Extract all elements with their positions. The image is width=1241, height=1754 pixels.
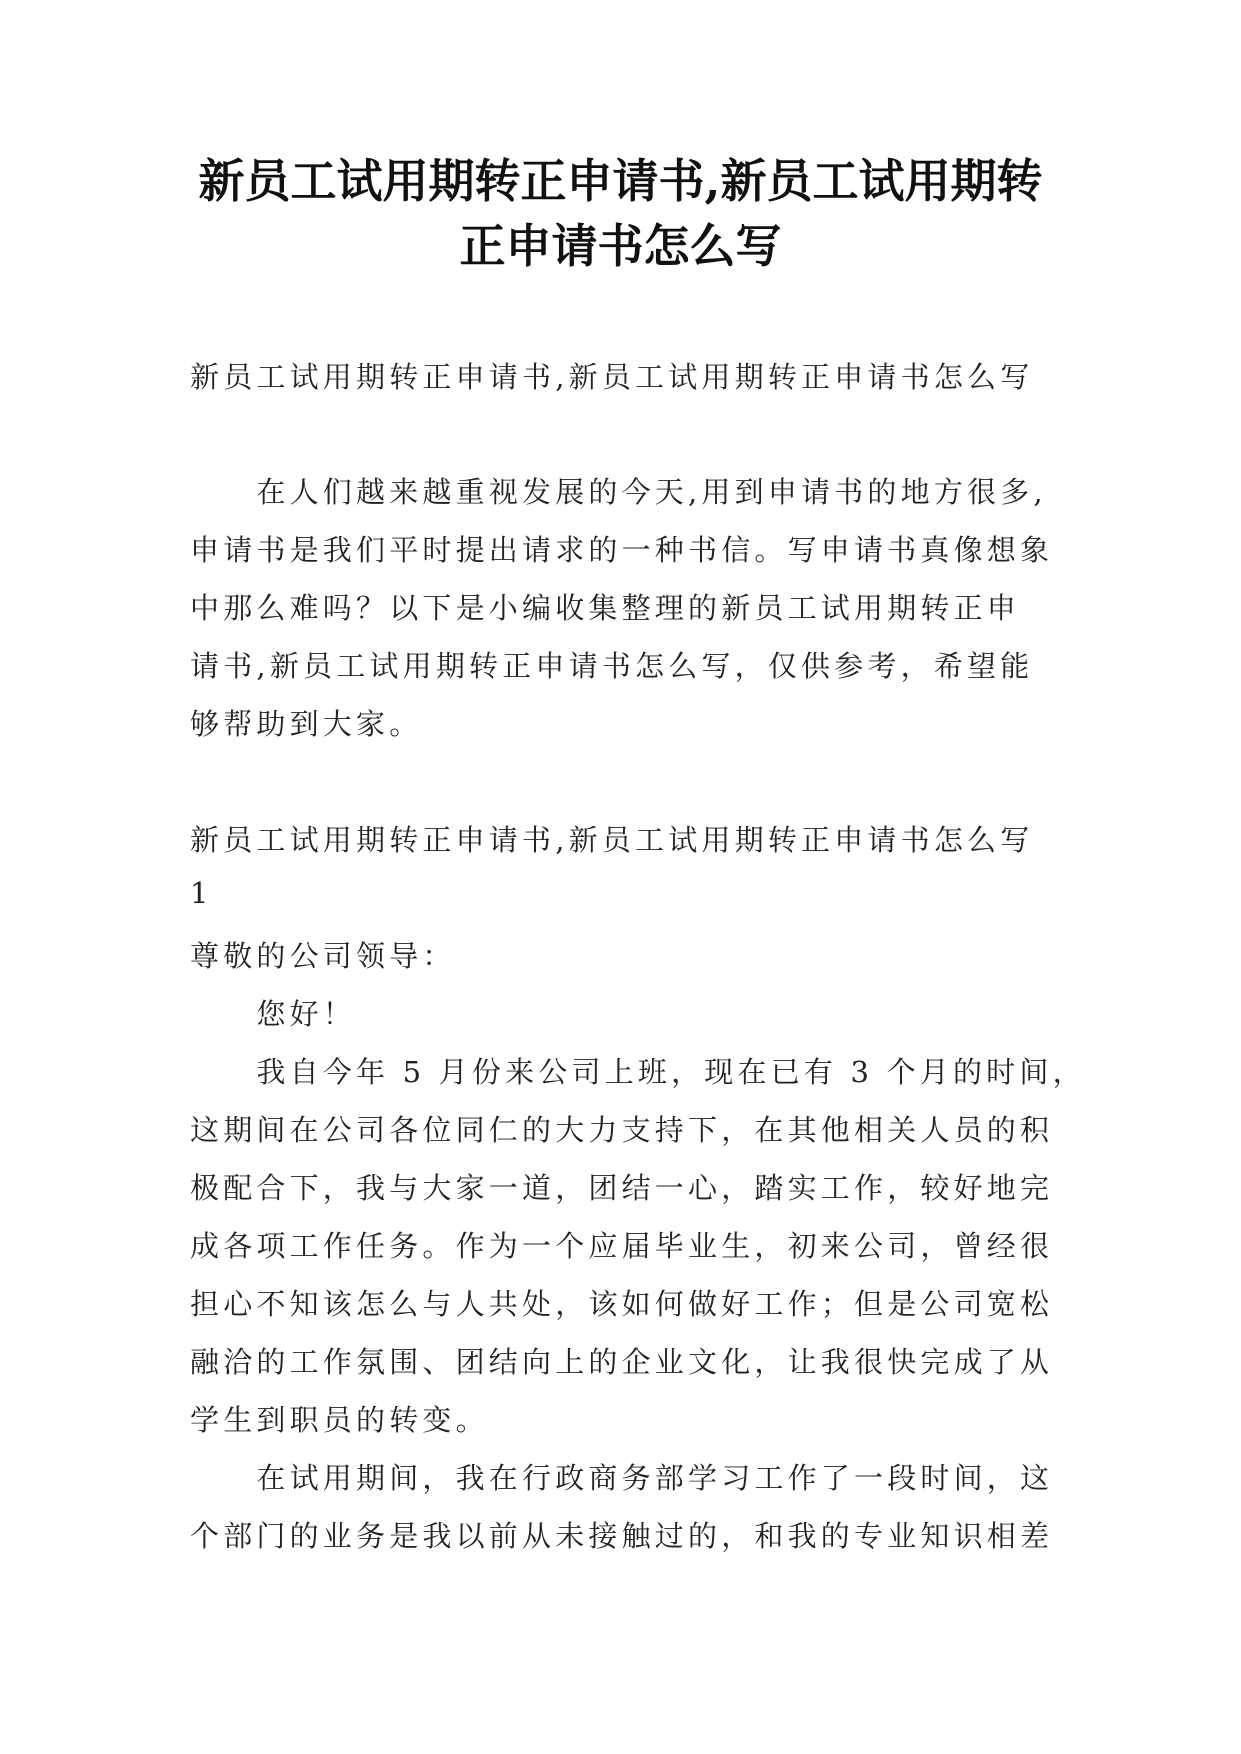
paragraph-1-line-5: 担心不知该怎么与人共处，该如何做好工作；但是公司宽松 — [190, 1287, 1054, 1321]
document-title-line-1: 新员工试用期转正申请书,新员工试用期转 — [198, 154, 1043, 208]
section-heading-line-1: 新员工试用期转正申请书,新员工试用期转正申请书怎么写 — [190, 823, 1034, 857]
salutation: 尊敬的公司领导： — [190, 939, 456, 973]
document-subtitle: 新员工试用期转正申请书,新员工试用期转正申请书怎么写 — [190, 360, 1034, 394]
paragraph-1-line-3: 极配合下，我与大家一道，团结一心，踏实工作，较好地完 — [190, 1171, 1054, 1205]
intro-line-4: 请书,新员工试用期转正申请书怎么写，仅供参考，希望能 — [190, 649, 1034, 683]
document-title-line-2: 正申请书怎么写 — [459, 219, 782, 273]
paragraph-2-line-1: 在试用期间，我在行政商务部学习工作了一段时间，这 — [190, 1461, 1054, 1495]
paragraph-1-line-1: 我自今年 5 月份来公司上班，现在已有 3 个月的时间， — [190, 1055, 1086, 1089]
intro-line-1: 在人们越来越重视发展的今天,用到申请书的地方很多, — [190, 475, 1047, 509]
paragraph-1-line-2: 这期间在公司各位同仁的大力支持下，在其他相关人员的积 — [190, 1113, 1054, 1147]
intro-line-2: 申请书是我们平时提出请求的一种书信。写申请书真像想象 — [190, 533, 1054, 567]
paragraph-1-line-6: 融洽的工作氛围、团结向上的企业文化，让我很快完成了从 — [190, 1345, 1054, 1379]
paragraph-1-line-7: 学生到职员的转变。 — [190, 1403, 489, 1437]
paragraph-2-line-2: 个部门的业务是我以前从未接触过的，和我的专业知识相差 — [190, 1519, 1054, 1553]
intro-line-5: 够帮助到大家。 — [190, 707, 423, 741]
section-heading-line-2: 1 — [190, 876, 213, 910]
greeting: 您好！ — [190, 997, 357, 1031]
intro-line-3: 中那么难吗？以下是小编收集整理的新员工试用期转正申 — [190, 591, 1021, 625]
paragraph-1-line-4: 成各项工作任务。作为一个应届毕业生，初来公司，曾经很 — [190, 1229, 1054, 1263]
